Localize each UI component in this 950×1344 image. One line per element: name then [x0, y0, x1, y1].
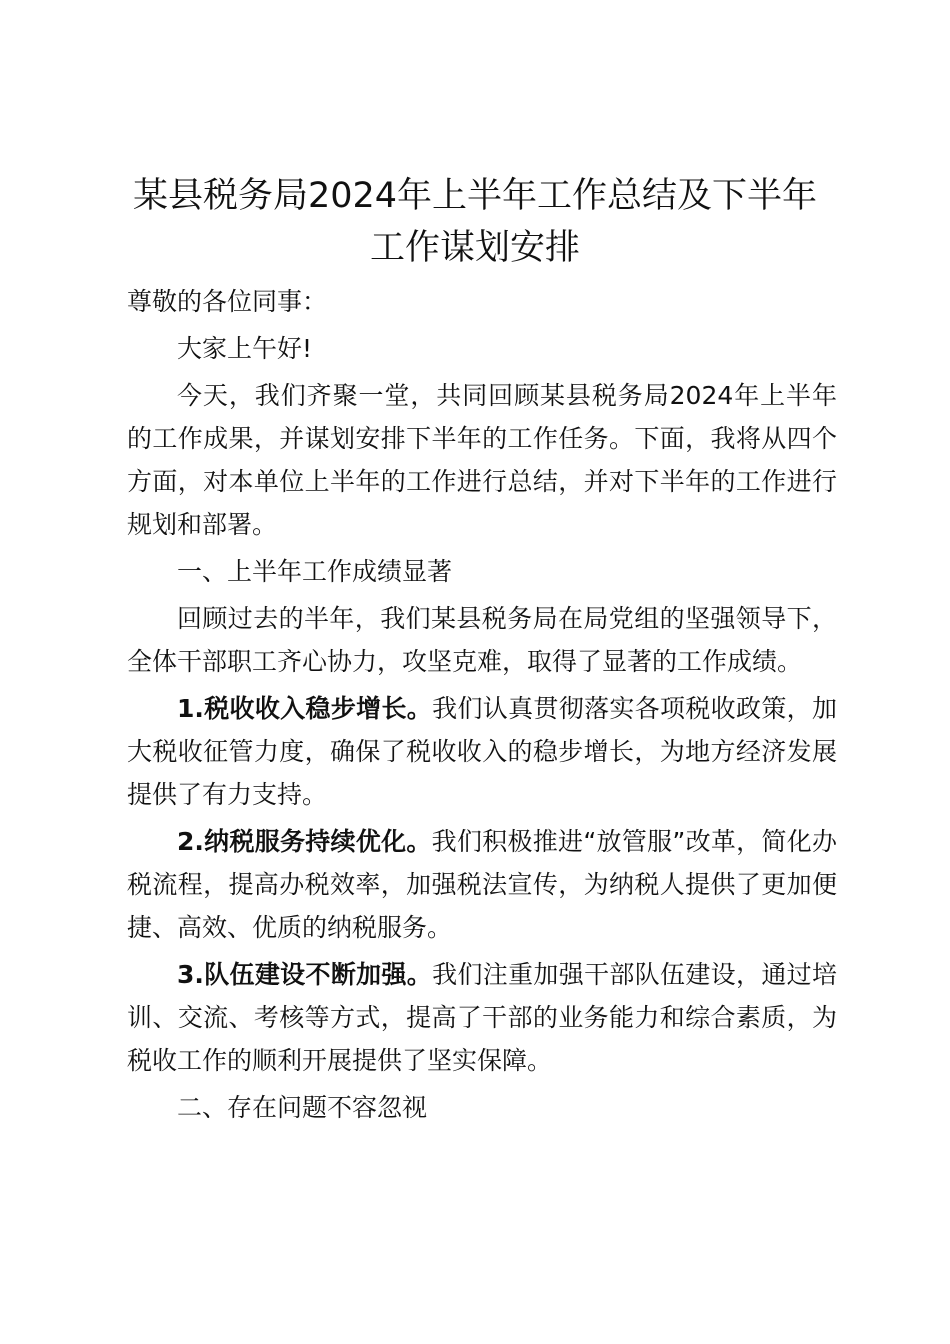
section-2-heading: 二、存在问题不容忽视: [177, 1093, 428, 1122]
item-2-text: 我们积极推进“放管服”改革，简化办税流程，提高办税效率，加强税法宣传，为纳税人提供了更加便捷、高效、优质的纳税服务。: [127, 827, 837, 942]
section-1-intro: 回顾过去的半年，我们某县税务局在局党组的坚强领导下，全体干部职工齐心协力，攻坚克难，取得了显著的工作成绩。: [127, 604, 837, 676]
document-body: [127, 280, 837, 1133]
document-title: [100, 170, 850, 274]
salutation: 尊敬的各位同事：: [127, 287, 328, 316]
item-2-title: 2.纳税服务持续优化。: [177, 827, 432, 856]
item-1-title: 1.税收收入稳步增长。: [177, 694, 433, 723]
greeting: 大家上午好!: [177, 334, 313, 363]
item-3-title: 3.队伍建设不断加强。: [177, 960, 433, 989]
item-2-paragraph: [127, 820, 837, 949]
title-line-1: 某县税务局2024年上半年工作总结及下半年: [132, 176, 818, 216]
intro-paragraph: 今天，我们齐聚一堂，共同回顾某县税务局2024年上半年的工作成果，并谋划安排下半年的工作任务。下面，我将从四个方面，对本单位上半年的工作进行总结，并对下半年的工作进行规划和部署。: [127, 381, 837, 539]
title-line-2: 工作谋划安排: [369, 228, 580, 268]
section-1-heading: 一、上半年工作成绩显著: [177, 557, 453, 586]
item-1-paragraph: [127, 687, 837, 816]
item-3-paragraph: [127, 953, 837, 1082]
item-1-text: 我们认真贯彻落实各项税收政策，加大税收征管力度，确保了税收收入的稳步增长，为地方经济发展提供了有力支持。: [127, 694, 837, 809]
item-3-text: 我们注重加强干部队伍建设，通过培训、交流、考核等方式，提高了干部的业务能力和综合素质，为税收工作的顺利开展提供了坚实保障。: [127, 960, 837, 1075]
